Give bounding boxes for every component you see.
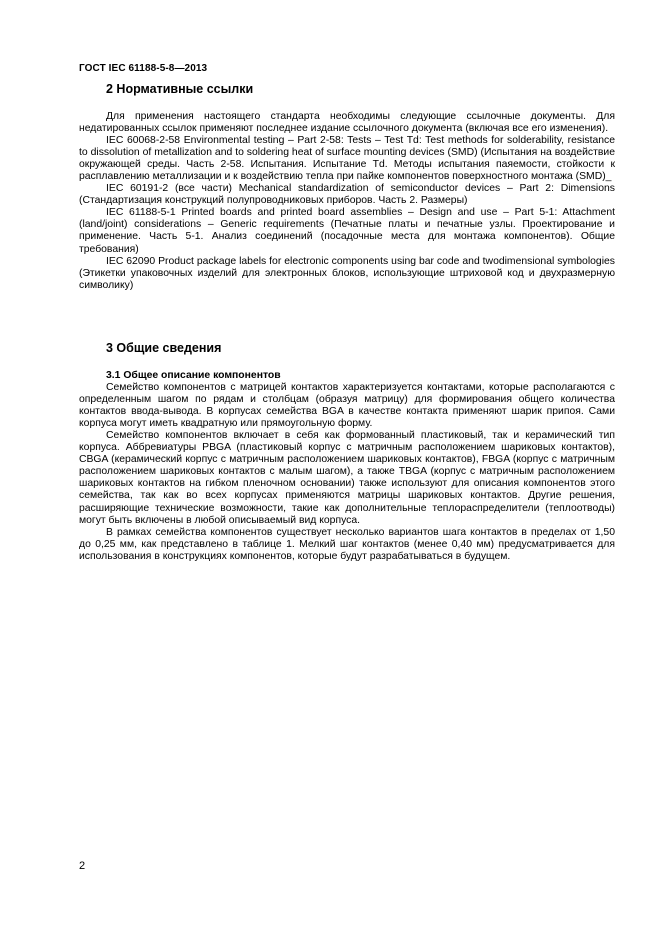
- section-3-title: 3 Общие сведения: [106, 341, 222, 355]
- paragraph: Семейство компонентов с матрицей контактов характеризуется контактами, которые располагаются с определенным шагом по рядам и столбцам (образуя матрицу) для формирования общего количества контактов ввода-вывода. В корпусах семейства BGA в качестве контакта применяют шарик припоя. Сами корпуса могут иметь квадратную или прямоугольную форму.: [79, 382, 615, 430]
- paragraph: Семейство компонентов включает в себя как формованный пластиковый, так и керамический тип корпуса. Аббревиатуры PBGA (пластиковый корпус с матричным расположением шариковых контактов), CBGA (керамический корпус с матричным расположением шариковых контактов), FBGA (корпус с матричным расположением шариковых контактов с малым шагом), а также TBGA (корпус с матричным расположением шариковых контактов на гибком пленочном основании) также используют для описания компонентов этого семейства, так как во всех корпусах применяются матрицы шариковых контактов. Другие решения, расширяющие технические возможности, такие как дополнительные теплораспределители (теплоотводы) могут быть включены в любой описываемый вид корпуса.: [79, 430, 615, 526]
- reference-item: IEC 62090 Product package labels for electronic components using bar code and twodimensional symbologies (Этикетки упаковочных изделий для электронных блоков, использующие штриховой код и двухразмерную символику): [79, 255, 615, 291]
- section-2-title: 2 Нормативные ссылки: [106, 82, 254, 96]
- reference-item: IEC 61188-5-1 Printed boards and printed board assemblies – Design and use – Part 5-1: Attachment (land/joint) considerations – Generic requirements (Печатные платы и печатные узлы. Проектирование и применение. Часть 5-1. Анализ соединений (посадочные места для монтажа компонентов). Общие требования): [79, 207, 615, 255]
- paragraph: Для применения настоящего стандарта необходимы следующие ссылочные документы. Для недатированных ссылок применяют последнее издание ссылочного документа (включая все его изменения).: [79, 111, 615, 135]
- page-number: 2: [79, 860, 86, 872]
- reference-item: IEC 60191-2 (все части) Mechanical standardization of semiconductor devices – Part 2: Dimensions (Стандартизация конструкций полупроводниковых приборов. Часть 2. Размеры): [79, 183, 615, 207]
- section-3-body: [79, 370, 615, 563]
- section-2-body: [79, 111, 615, 292]
- paragraph: В рамках семейства компонентов существует несколько вариантов шага контактов в пределах от 1,50 до 0,25 мм, как представлено в таблице 1. Мелкий шаг контактов (менее 0,40 мм) предусматривается для использования в конструкциях компонентов, которые будут разрабатываться в будущем.: [79, 526, 615, 562]
- standard-header: ГОСТ IEC 61188-5-8—2013: [79, 63, 208, 74]
- subsection-3-1-title: 3.1 Общее описание компонентов: [106, 370, 281, 381]
- reference-item: IEC 60068-2-58 Environmental testing – Part 2-58: Tests – Test Td: Test methods for solderability, resistance to dissolution of metallization and to soldering heat of surface mounting devices (SMD) (Испытания на воздействие окружающей среды. Часть 2-58. Испытания. Испытание Td. Методы испытания паяемости, стойкости к расплавлению металлизации и к воздействию тепла при пайке компонентов поверхностного монтажа (SMD)_: [79, 135, 615, 183]
